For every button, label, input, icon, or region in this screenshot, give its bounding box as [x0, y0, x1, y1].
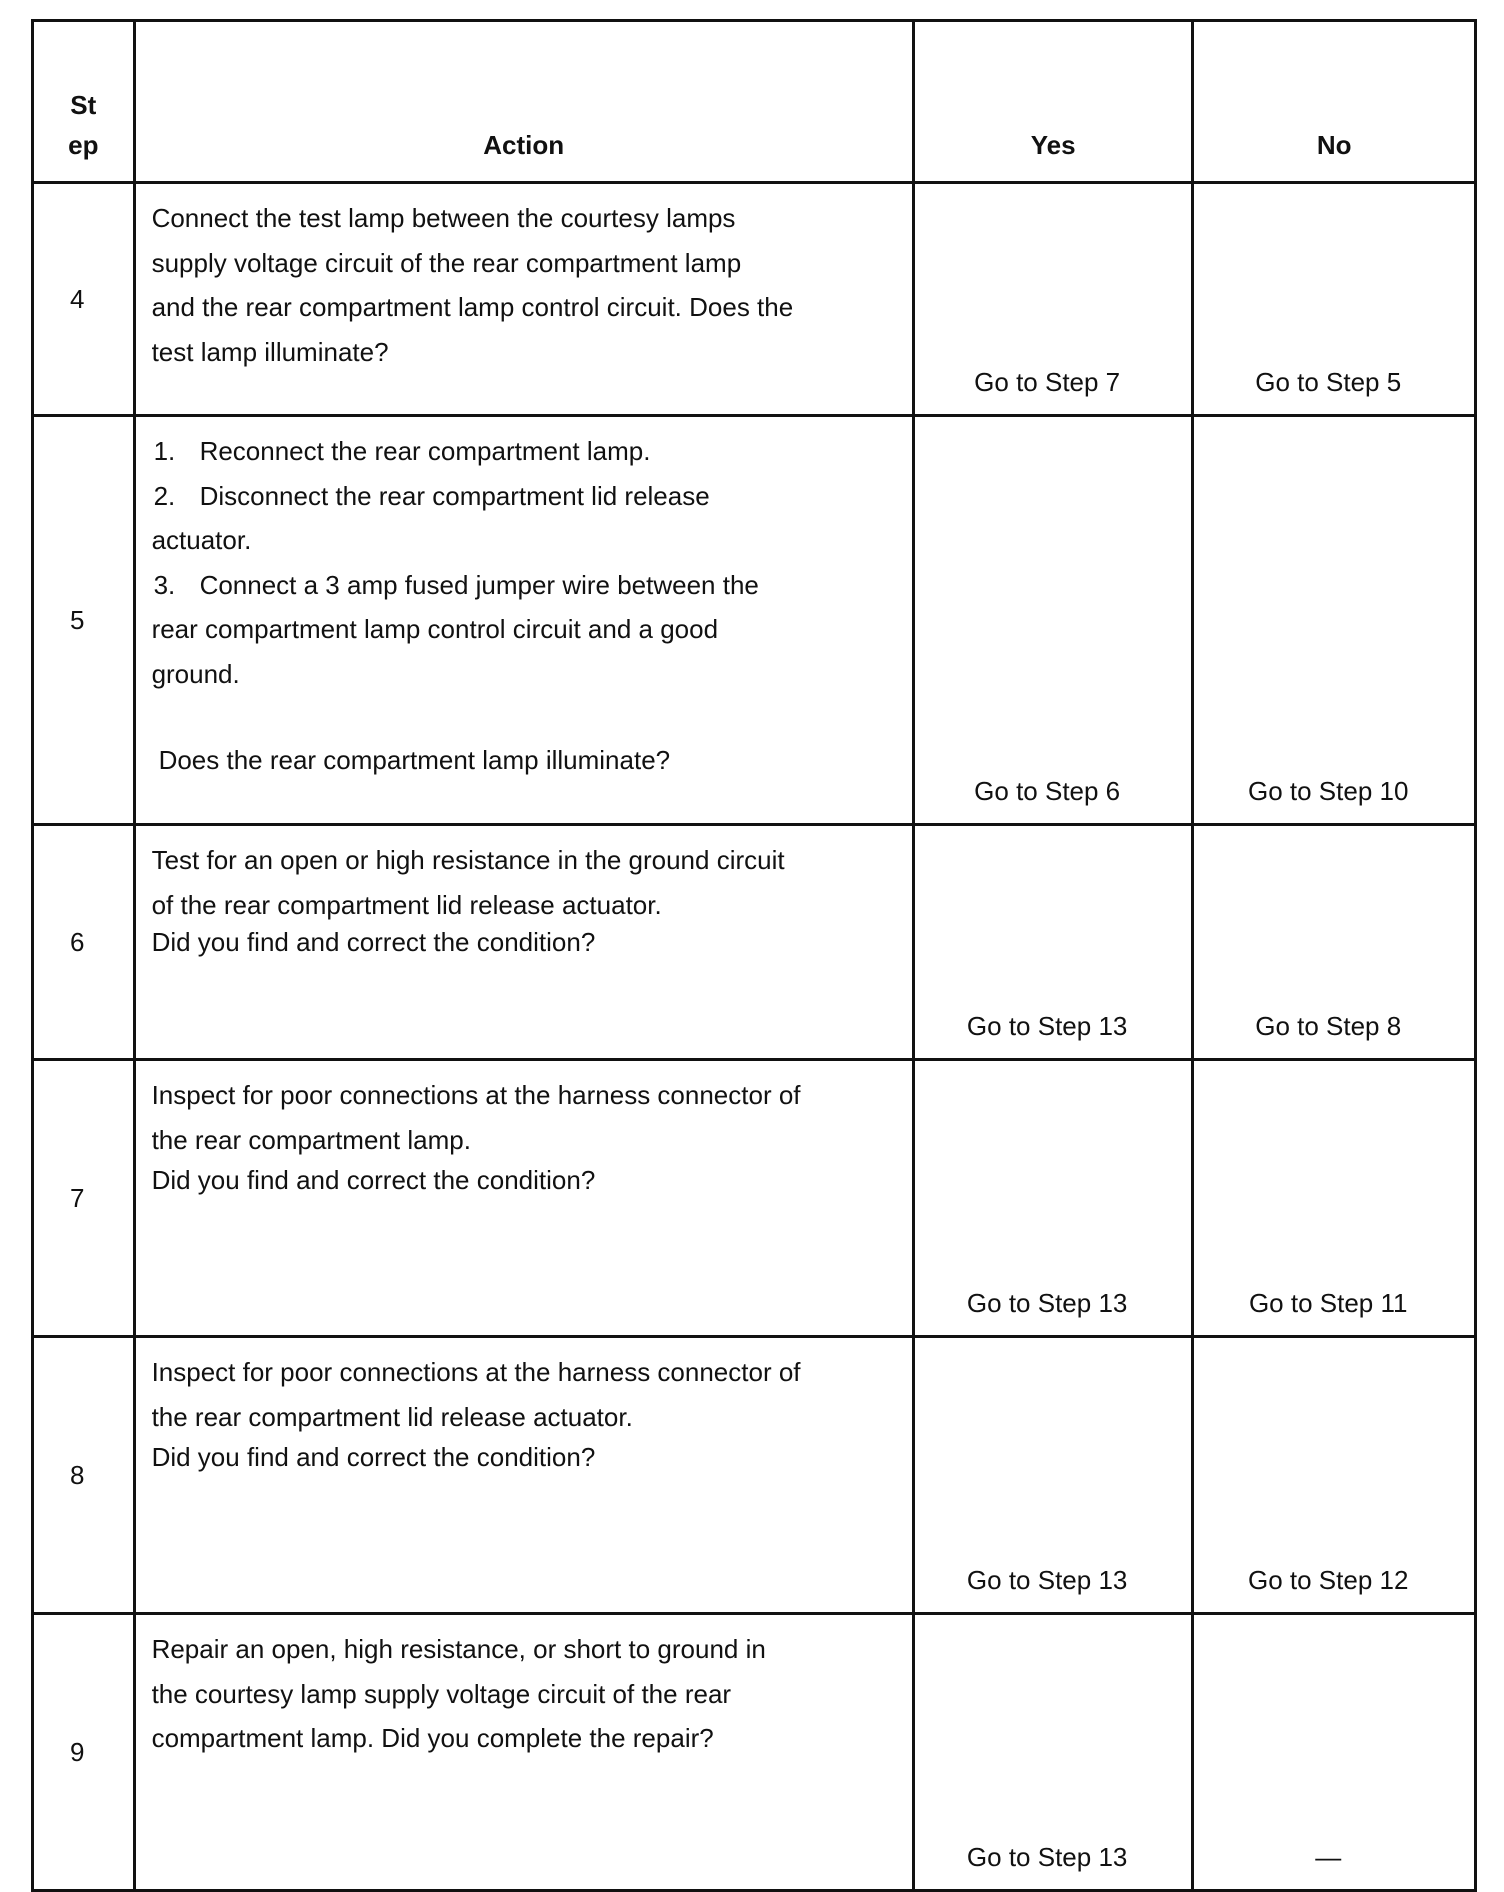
action-substep [152, 563, 872, 608]
yes-result: Go to Step 7 [913, 183, 1193, 416]
action-line: the rear compartment lamp. [151, 1124, 471, 1155]
action-cell [134, 1337, 913, 1614]
action-substep-continuation: ground. [151, 658, 240, 689]
table-row [33, 183, 1476, 416]
header-step-label: St ep [68, 90, 99, 160]
table-row [33, 1337, 1476, 1614]
action-line: supply voltage circuit of the rear compartment lamp [151, 247, 742, 278]
action-line: the rear compartment lid release actuator. [151, 1401, 633, 1432]
action-cell [134, 183, 913, 416]
step-number: 9 [33, 1614, 135, 1891]
substep-number: 3. [153, 569, 176, 600]
step-number: 6 [33, 825, 135, 1060]
action-substep-continuation: rear compartment lamp control circuit and a good [151, 614, 719, 644]
yes-result: Go to Step 13 [913, 1614, 1193, 1891]
header-no: No [1193, 21, 1476, 183]
action-line: Connect the test lamp between the courtesy lamps [151, 203, 736, 233]
substep-number: 1. [153, 436, 176, 466]
no-result: — [1193, 1614, 1476, 1891]
yes-result: Go to Step 13 [913, 825, 1193, 1060]
action-line: test lamp illuminate? [151, 336, 389, 367]
table-row [33, 1614, 1476, 1891]
substep-text: Reconnect the rear compartment lamp. [199, 436, 651, 466]
step-number: 8 [33, 1337, 135, 1614]
yes-result: Go to Step 13 [913, 1060, 1193, 1337]
action-question: Does the rear compartment lamp illuminate? [158, 745, 671, 775]
action-line: and the rear compartment lamp control circuit. Does the [151, 292, 794, 322]
action-line: Inspect for poor connections at the harness connector of [151, 1080, 801, 1110]
no-result: Go to Step 10 [1193, 416, 1476, 825]
action-cell [134, 825, 913, 1060]
action-substep-continuation: actuator. [151, 525, 252, 555]
action-cell [134, 1060, 913, 1337]
table-row [33, 416, 1476, 825]
no-result: Go to Step 8 [1193, 825, 1476, 1060]
header-yes: Yes [913, 21, 1193, 183]
action-line: Test for an open or high resistance in the ground circuit [151, 845, 785, 875]
step-number: 7 [33, 1060, 135, 1337]
header-step [33, 21, 135, 183]
action-line: of the rear compartment lid release actuator. [151, 889, 662, 920]
no-result: Go to Step 12 [1193, 1337, 1476, 1614]
no-result: Go to Step 5 [1193, 183, 1476, 416]
no-result: Go to Step 11 [1193, 1060, 1476, 1337]
substep-text: Disconnect the rear compartment lid release [199, 480, 710, 511]
action-line: the courtesy lamp supply voltage circuit of the rear [151, 1678, 732, 1709]
substep-number: 2. [153, 480, 176, 511]
action-substep [152, 474, 872, 519]
table-header-row [33, 21, 1476, 183]
action-line: Did you find and correct the condition? [151, 1165, 596, 1195]
table-row [33, 1060, 1476, 1337]
step-number: 5 [33, 416, 135, 825]
table-row [33, 825, 1476, 1060]
substep-text: Connect a 3 amp fused jumper wire between the [199, 569, 759, 600]
action-line: compartment lamp. Did you complete the repair? [151, 1723, 714, 1753]
action-line: Did you find and correct the condition? [151, 927, 596, 957]
action-line: Inspect for poor connections at the harness connector of [151, 1357, 801, 1387]
action-cell [134, 1614, 913, 1891]
yes-result: Go to Step 6 [913, 416, 1193, 825]
action-line: Did you find and correct the condition? [151, 1442, 596, 1472]
step-number: 4 [33, 183, 135, 416]
action-substep [152, 429, 872, 474]
spacer [152, 696, 872, 738]
yes-result: Go to Step 13 [913, 1337, 1193, 1614]
diagnostic-table [31, 19, 1477, 1892]
header-action: Action [134, 21, 913, 183]
action-cell [134, 416, 913, 825]
action-line: Repair an open, high resistance, or short to ground in [151, 1634, 766, 1664]
